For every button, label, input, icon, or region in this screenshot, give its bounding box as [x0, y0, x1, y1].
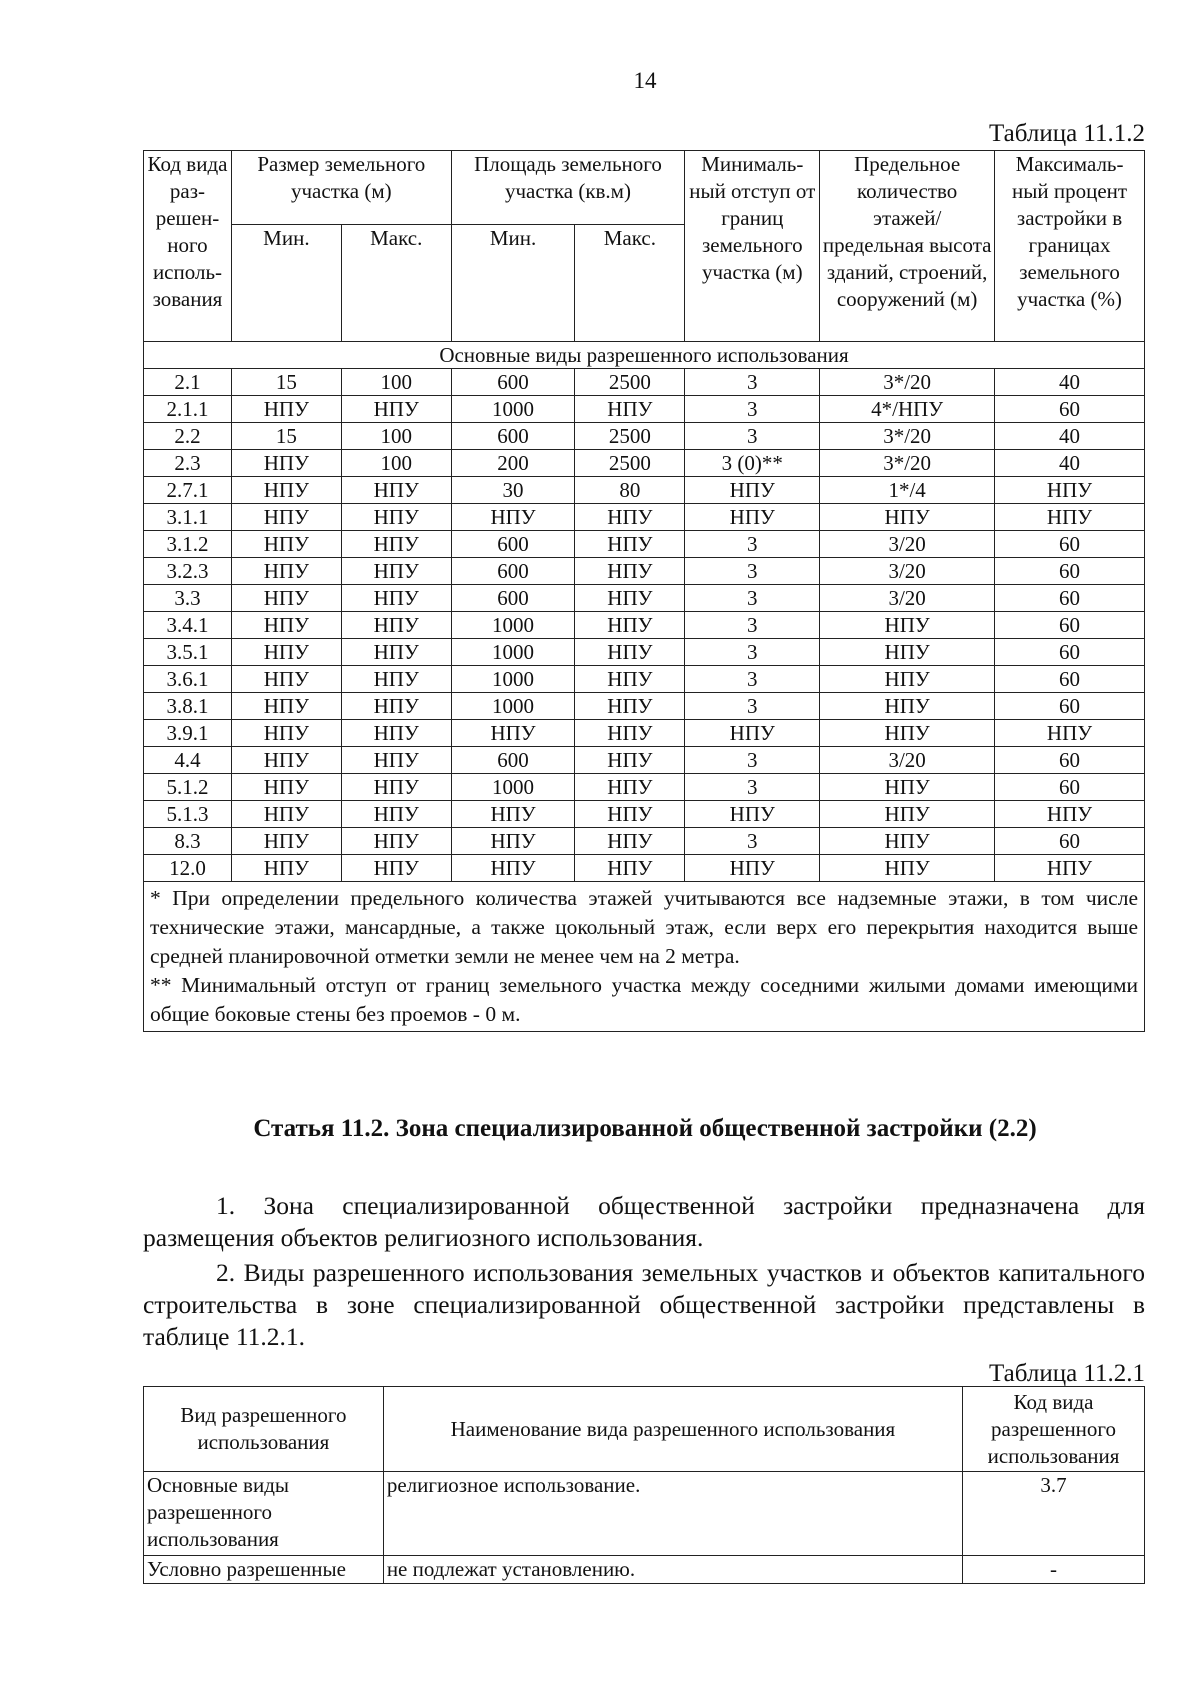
size-min-cell: 15: [231, 423, 341, 450]
table-row: [144, 693, 1145, 720]
zoning-parameters-table: [143, 150, 1145, 1032]
min-offset-cell: 3: [685, 612, 820, 639]
code-cell: 3.1.2: [144, 531, 232, 558]
article-title: Статья 11.2. Зона специализированной общественной застройки (2.2): [253, 1115, 1037, 1142]
header-area-min: Мин.: [451, 225, 575, 342]
code-cell: 2.7.1: [144, 477, 232, 504]
use-name-cell: религиозное использование.: [383, 1472, 962, 1556]
max-floors-cell: НПУ: [820, 612, 995, 639]
max-percent-cell: 60: [995, 585, 1145, 612]
table-row: [144, 558, 1145, 585]
min-offset-cell: 3: [685, 747, 820, 774]
max-floors-cell: НПУ: [820, 666, 995, 693]
area-min-cell: 600: [451, 369, 575, 396]
max-percent-cell: 60: [995, 612, 1145, 639]
paragraph-1: 1. Зона специализированной общественной застройки предназначена для размещения объектов религиозного использования.: [143, 1191, 1145, 1252]
max-percent-cell: 60: [995, 828, 1145, 855]
size-max-cell: 100: [341, 369, 451, 396]
size-max-cell: НПУ: [341, 693, 451, 720]
code-cell: 3.9.1: [144, 720, 232, 747]
header-plot-size: Размер земельного участка (м): [231, 151, 451, 225]
area-max-cell: НПУ: [575, 828, 685, 855]
size-min-cell: НПУ: [231, 504, 341, 531]
size-max-cell: НПУ: [341, 531, 451, 558]
table-row: [144, 369, 1145, 396]
size-min-cell: НПУ: [231, 828, 341, 855]
max-percent-cell: 60: [995, 531, 1145, 558]
max-floors-cell: 3/20: [820, 531, 995, 558]
area-min-cell: 1000: [451, 666, 575, 693]
max-percent-cell: НПУ: [995, 720, 1145, 747]
area-max-cell: НПУ: [575, 639, 685, 666]
code-cell: 2.1: [144, 369, 232, 396]
area-min-cell: 1000: [451, 612, 575, 639]
area-max-cell: НПУ: [575, 504, 685, 531]
size-max-cell: 100: [341, 423, 451, 450]
header-min-offset: Минималь- ный отступ от границ земельного участка (м): [685, 151, 820, 342]
table-row: [144, 720, 1145, 747]
code-cell: 2.2: [144, 423, 232, 450]
max-percent-cell: НПУ: [995, 855, 1145, 882]
code-cell: 2.3: [144, 450, 232, 477]
min-offset-cell: НПУ: [685, 801, 820, 828]
area-min-cell: НПУ: [451, 855, 575, 882]
area-min-cell: 1000: [451, 774, 575, 801]
area-min-cell: 30: [451, 477, 575, 504]
area-min-cell: 600: [451, 747, 575, 774]
min-offset-cell: НПУ: [685, 720, 820, 747]
code-cell: 3.5.1: [144, 639, 232, 666]
max-percent-cell: НПУ: [995, 504, 1145, 531]
max-floors-cell: НПУ: [820, 639, 995, 666]
code-cell: 3.3: [144, 585, 232, 612]
area-min-cell: 1000: [451, 693, 575, 720]
table-caption: Таблица 11.2.1: [989, 1360, 1145, 1387]
note-floors: * При определении предельного количества этажей учитываются все надземные этажи, в том числе технические этажи, мансардные, а также цокольный этаж, если верх его перекрытия находится выше средней планировочной отметки земли не менее чем на 2 метра.: [150, 886, 1138, 968]
size-min-cell: НПУ: [231, 450, 341, 477]
use-kind-cell: Условно разрешенные: [144, 1556, 384, 1584]
min-offset-cell: 3: [685, 369, 820, 396]
max-percent-cell: 60: [995, 666, 1145, 693]
area-max-cell: НПУ: [575, 666, 685, 693]
max-floors-cell: НПУ: [820, 720, 995, 747]
size-min-cell: НПУ: [231, 612, 341, 639]
max-percent-cell: 60: [995, 639, 1145, 666]
max-floors-cell: 1*/4: [820, 477, 995, 504]
area-min-cell: 1000: [451, 639, 575, 666]
area-max-cell: НПУ: [575, 693, 685, 720]
size-max-cell: НПУ: [341, 855, 451, 882]
header-max-floors: Предельное количество этажей/ предельная высота зданий, строений, сооружений (м): [820, 151, 995, 342]
table-caption: Таблица 11.1.2: [989, 120, 1145, 147]
table-row: [144, 450, 1145, 477]
area-min-cell: НПУ: [451, 504, 575, 531]
size-min-cell: НПУ: [231, 666, 341, 693]
area-max-cell: НПУ: [575, 855, 685, 882]
min-offset-cell: 3: [685, 639, 820, 666]
max-floors-cell: НПУ: [820, 801, 995, 828]
size-min-cell: НПУ: [231, 801, 341, 828]
max-percent-cell: 60: [995, 774, 1145, 801]
max-percent-cell: 40: [995, 450, 1145, 477]
code-cell: 5.1.3: [144, 801, 232, 828]
table-row: [144, 396, 1145, 423]
size-min-cell: НПУ: [231, 477, 341, 504]
permitted-use-table: [143, 1386, 1145, 1584]
size-max-cell: НПУ: [341, 720, 451, 747]
area-min-cell: НПУ: [451, 720, 575, 747]
max-percent-cell: 60: [995, 747, 1145, 774]
table-row: [144, 423, 1145, 450]
table-row: [144, 504, 1145, 531]
table-row: [144, 531, 1145, 558]
max-percent-cell: 60: [995, 558, 1145, 585]
code-cell: 3.8.1: [144, 693, 232, 720]
code-cell: 3.4.1: [144, 612, 232, 639]
size-max-cell: НПУ: [341, 801, 451, 828]
code-cell: 3.6.1: [144, 666, 232, 693]
max-floors-cell: НПУ: [820, 855, 995, 882]
size-max-cell: НПУ: [341, 396, 451, 423]
header-max-percent: Максималь- ный процент застройки в границах земельного участка (%): [995, 151, 1145, 342]
area-max-cell: НПУ: [575, 531, 685, 558]
header-code: Код вида раз- решен- ного исполь- зования: [144, 151, 232, 342]
min-offset-cell: НПУ: [685, 504, 820, 531]
size-max-cell: НПУ: [341, 612, 451, 639]
code-cell: 8.3: [144, 828, 232, 855]
min-offset-cell: 3: [685, 666, 820, 693]
table-row: [144, 666, 1145, 693]
min-offset-cell: 3: [685, 585, 820, 612]
min-offset-cell: 3: [685, 693, 820, 720]
header-use-name: Наименование вида разрешенного использования: [383, 1387, 962, 1472]
min-offset-cell: 3: [685, 531, 820, 558]
header-size-min: Мин.: [231, 225, 341, 342]
max-percent-cell: 60: [995, 396, 1145, 423]
table-row: [144, 801, 1145, 828]
size-min-cell: НПУ: [231, 639, 341, 666]
area-min-cell: 600: [451, 531, 575, 558]
area-min-cell: 1000: [451, 396, 575, 423]
min-offset-cell: 3: [685, 774, 820, 801]
header-use-kind: Вид разрешенного использования: [144, 1387, 384, 1472]
code-cell: 4.4: [144, 747, 232, 774]
min-offset-cell: 3 (0)**: [685, 450, 820, 477]
table-row: [144, 612, 1145, 639]
size-min-cell: НПУ: [231, 720, 341, 747]
max-floors-cell: НПУ: [820, 693, 995, 720]
max-percent-cell: НПУ: [995, 477, 1145, 504]
min-offset-cell: 3: [685, 558, 820, 585]
header-plot-area: Площадь земельного участка (кв.м): [451, 151, 685, 225]
table-row: [144, 774, 1145, 801]
table-notes: [144, 882, 1145, 1032]
max-floors-cell: 3/20: [820, 747, 995, 774]
size-min-cell: НПУ: [231, 747, 341, 774]
table-row: [144, 855, 1145, 882]
min-offset-cell: НПУ: [685, 477, 820, 504]
size-max-cell: НПУ: [341, 639, 451, 666]
max-floors-cell: 3/20: [820, 558, 995, 585]
code-cell: 3.2.3: [144, 558, 232, 585]
use-name-cell: не подлежат установлению.: [383, 1556, 962, 1584]
size-min-cell: НПУ: [231, 558, 341, 585]
area-min-cell: 600: [451, 423, 575, 450]
page-number: 14: [633, 68, 657, 93]
size-min-cell: НПУ: [231, 693, 341, 720]
area-max-cell: НПУ: [575, 774, 685, 801]
size-max-cell: НПУ: [341, 774, 451, 801]
size-max-cell: НПУ: [341, 477, 451, 504]
size-min-cell: НПУ: [231, 585, 341, 612]
table-row: [144, 828, 1145, 855]
size-max-cell: 100: [341, 450, 451, 477]
max-floors-cell: 3*/20: [820, 423, 995, 450]
area-max-cell: НПУ: [575, 396, 685, 423]
size-max-cell: НПУ: [341, 747, 451, 774]
max-floors-cell: НПУ: [820, 504, 995, 531]
size-min-cell: НПУ: [231, 774, 341, 801]
area-max-cell: НПУ: [575, 612, 685, 639]
area-min-cell: 200: [451, 450, 575, 477]
section-label: Основные виды разрешенного использования: [144, 342, 1145, 369]
header-use-code: Код вида разрешенного использования: [963, 1387, 1145, 1472]
max-percent-cell: 40: [995, 369, 1145, 396]
table-row: [144, 747, 1145, 774]
min-offset-cell: 3: [685, 423, 820, 450]
area-max-cell: 80: [575, 477, 685, 504]
area-max-cell: НПУ: [575, 801, 685, 828]
area-max-cell: 2500: [575, 423, 685, 450]
area-max-cell: 2500: [575, 450, 685, 477]
size-max-cell: НПУ: [341, 585, 451, 612]
use-kind-cell: Основные виды разрешенного использования: [144, 1472, 384, 1556]
header-area-max: Макс.: [575, 225, 685, 342]
max-floors-cell: 3/20: [820, 585, 995, 612]
max-floors-cell: 3*/20: [820, 369, 995, 396]
max-percent-cell: 40: [995, 423, 1145, 450]
size-min-cell: НПУ: [231, 855, 341, 882]
area-max-cell: 2500: [575, 369, 685, 396]
area-max-cell: НПУ: [575, 558, 685, 585]
use-code-cell: -: [963, 1556, 1145, 1584]
size-max-cell: НПУ: [341, 828, 451, 855]
area-min-cell: НПУ: [451, 828, 575, 855]
size-max-cell: НПУ: [341, 558, 451, 585]
code-cell: 3.1.1: [144, 504, 232, 531]
size-max-cell: НПУ: [341, 666, 451, 693]
max-percent-cell: НПУ: [995, 801, 1145, 828]
max-floors-cell: НПУ: [820, 774, 995, 801]
area-min-cell: НПУ: [451, 801, 575, 828]
min-offset-cell: НПУ: [685, 855, 820, 882]
area-min-cell: 600: [451, 585, 575, 612]
paragraph-2: 2. Виды разрешенного использования земельных участков и объектов капитального строительства в зоне специализированной общественной застройки представлены в таблице 11.2.1.: [143, 1258, 1145, 1351]
table-row: [144, 585, 1145, 612]
area-max-cell: НПУ: [575, 720, 685, 747]
max-floors-cell: 3*/20: [820, 450, 995, 477]
use-code-cell: 3.7: [963, 1472, 1145, 1556]
table-row: [144, 477, 1145, 504]
size-max-cell: НПУ: [341, 504, 451, 531]
code-cell: 5.1.2: [144, 774, 232, 801]
code-cell: 12.0: [144, 855, 232, 882]
min-offset-cell: 3: [685, 396, 820, 423]
area-max-cell: НПУ: [575, 585, 685, 612]
max-percent-cell: 60: [995, 693, 1145, 720]
note-offset: ** Минимальный отступ от границ земельного участка между соседними жилыми домами имеющими общие боковые стены без проемов - 0 м.: [150, 973, 1138, 1026]
size-min-cell: НПУ: [231, 396, 341, 423]
code-cell: 2.1.1: [144, 396, 232, 423]
max-floors-cell: НПУ: [820, 828, 995, 855]
area-min-cell: 600: [451, 558, 575, 585]
size-min-cell: 15: [231, 369, 341, 396]
table-row: [144, 639, 1145, 666]
header-size-max: Макс.: [341, 225, 451, 342]
size-min-cell: НПУ: [231, 531, 341, 558]
area-max-cell: НПУ: [575, 747, 685, 774]
min-offset-cell: 3: [685, 828, 820, 855]
max-floors-cell: 4*/НПУ: [820, 396, 995, 423]
